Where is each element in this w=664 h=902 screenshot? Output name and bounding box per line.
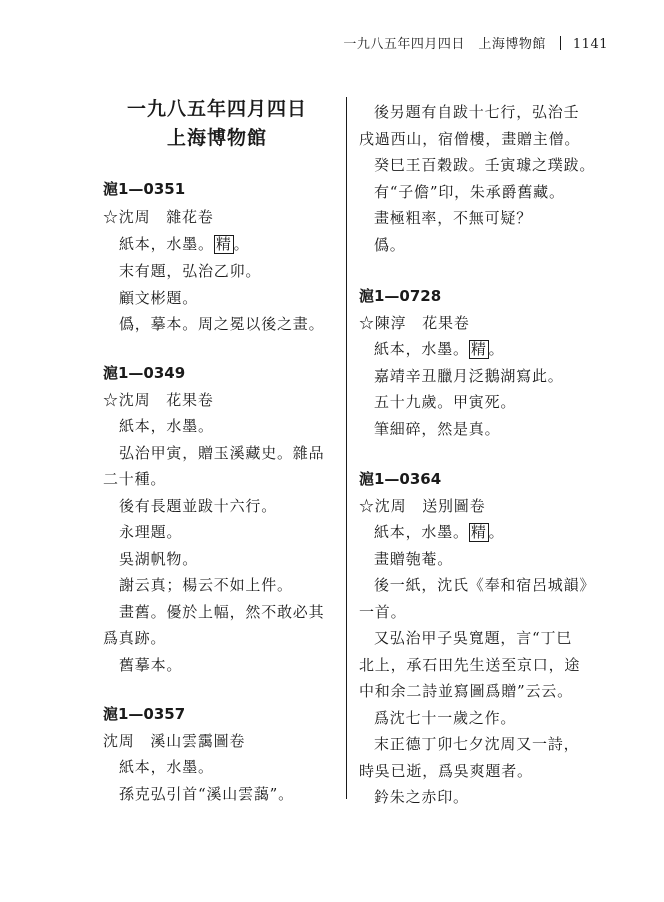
entry-code: 滬1—0364 — [359, 470, 442, 488]
entry-note: 鈐朱之赤印。 — [374, 788, 469, 806]
entry-note: 一首。 — [359, 603, 407, 621]
entry-note: 舊摹本。 — [119, 656, 183, 674]
entry-note: 時吳已逝，爲吳爽題者。 — [359, 762, 533, 780]
entry-note: 末正德丁卯七夕沈周又一詩， — [374, 735, 580, 753]
entry-note: 五十九歲。甲寅死。 — [374, 393, 517, 411]
material-end: 。 — [233, 235, 250, 253]
entry-note: 北上，承石田先生送至京口，途 — [359, 656, 581, 674]
entry-note: 爲沈七十一歲之作。 — [374, 709, 517, 727]
entry-artist-title: ☆陳淳 花果卷 — [359, 314, 470, 332]
entry-note: 後一紙，沈氏《奉和宿呂城韻》 — [374, 576, 596, 594]
continuation-line: 戌過西山，宿僧樓，畫贈主僧。 — [359, 130, 581, 148]
entry-note: 中和余二詩並寫圖爲贈”云云。 — [359, 682, 573, 700]
continuation-line: 僞。 — [374, 236, 406, 254]
continuation-line: 畫極粗率，不無可疑？ — [374, 209, 533, 227]
entry-note: 畫贈匏菴。 — [374, 550, 454, 568]
entry-note: 爲真跡。 — [103, 629, 167, 647]
material-end: 。 — [488, 340, 505, 358]
continuation-line: 後另題有自跋十七行，弘治壬 — [374, 103, 580, 121]
entry-note: 後有長題並跋十六行。 — [119, 497, 278, 515]
material-text: 紙本，水墨。 — [119, 235, 214, 253]
quality-grade-stamp: 精 — [470, 340, 487, 358]
entry-note: 畫舊。優於上幅，然不敢必其 — [119, 603, 325, 621]
entry-note: 永理題。 — [119, 523, 183, 541]
continuation-line: 癸巳王百穀跋。壬寅璩之璞跋。 — [374, 156, 596, 174]
entry-note: 孫克弘引首“溪山雲藹”。 — [119, 785, 294, 803]
entry-note: 顧文彬題。 — [119, 289, 199, 307]
entry-artist-title: 沈周 溪山雲靄圖卷 — [103, 732, 246, 750]
entry-note: 二十種。 — [103, 470, 167, 488]
entry-note: 筆細碎，然是真。 — [374, 420, 501, 438]
page-number: 1141 — [572, 37, 608, 52]
entry-material — [374, 338, 504, 359]
entry-note: 嘉靖辛丑臘月泛鵝湖寫此。 — [374, 367, 564, 385]
material-text: 紙本，水墨。 — [374, 523, 469, 541]
section-title-date: 一九八五年四月四日 — [126, 98, 307, 120]
entry-note: 弘治甲寅，贈玉溪藏史。雜品 — [119, 444, 325, 462]
section-title-place: 上海博物館 — [166, 127, 267, 149]
entry-material: 紙本，水墨。 — [119, 417, 214, 435]
column-divider — [346, 97, 347, 799]
entry-note: 吳湖帆物。 — [119, 550, 199, 568]
header-date-place: 一九八五年四月四日 上海博物館 — [343, 37, 546, 52]
entry-artist-title: ☆沈周 雜花卷 — [103, 208, 214, 226]
entry-note: 又弘治甲子吳寬題，言“丁巳 — [374, 629, 573, 647]
header-separator — [560, 36, 561, 50]
entry-code: 滬1—0728 — [359, 287, 442, 305]
entry-material: 紙本，水墨。 — [119, 758, 214, 776]
entry-code: 滬1—0349 — [103, 364, 186, 382]
material-text: 紙本，水墨。 — [374, 340, 469, 358]
entry-material — [119, 233, 249, 254]
quality-grade-stamp: 精 — [215, 235, 232, 253]
quality-grade-stamp: 精 — [470, 523, 487, 541]
entry-code: 滬1—0351 — [103, 180, 186, 198]
entry-note: 僞，摹本。周之冕以後之畫。 — [119, 315, 325, 333]
running-header — [343, 33, 608, 52]
material-end: 。 — [488, 523, 505, 541]
entry-artist-title: ☆沈周 花果卷 — [103, 391, 214, 409]
entry-material — [374, 521, 504, 542]
entry-note: 謝云真；楊云不如上件。 — [119, 576, 293, 594]
entry-artist-title: ☆沈周 送別圖卷 — [359, 497, 486, 515]
entry-note: 末有題，弘治乙卯。 — [119, 262, 262, 280]
continuation-line: 有“子儋”印，朱承爵舊藏。 — [374, 183, 565, 201]
entry-code: 滬1—0357 — [103, 705, 186, 723]
